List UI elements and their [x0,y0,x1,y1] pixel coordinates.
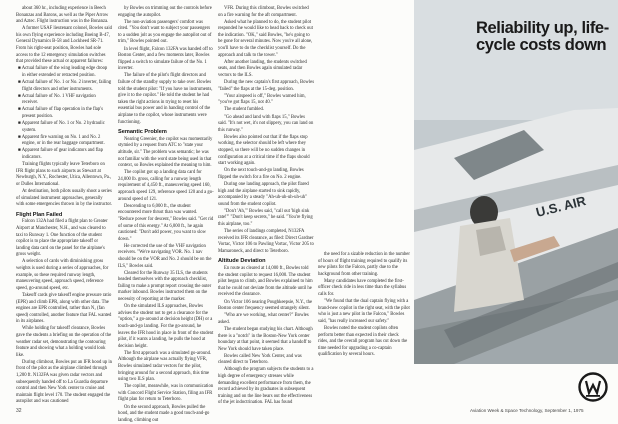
paragraph: Training flights typically leave Teterboro on IFR flight plans to such airports as Stewart at Newburgh, N.Y., Rochester, Utica, Allentown, Pa., or Dulles International. [16,162,112,187]
paragraph: En route as cleared at 14,000 ft., Bowles told the student copilot to request 16,000. The student pilot began to climb, and Bowles explained to him that he could not deviate from the altitude until he received the clearance. [218,266,313,298]
headline: Reliability up, life-cycle costs down [476,19,609,54]
paragraph: On the simulated ILS approaches, Bowles advises the student not to get a clearance for the "option," a go-around at decision height (DH) or a touch-and-go landing. For the go-around, he leaves the IFR hood in place in front of the student pilot, if it wants a landing, he pulls the hood at decision height. [118,304,214,349]
paragraph: ■ Actual failure of No. 1 VHF navigation receiver. [18,93,96,106]
paragraph: He corrected the use of the VHF navigation receivers. "We're navigating VOR. No. 1 nav should be on the VOR and No. 2 should be on the ILS," Bowles said. [118,243,212,269]
text-column-3 [218,6,315,406]
paragraph: Bowles called New York Center, and was cleared direct to Teterboro. [218,353,302,366]
paragraph: Nearing Greenier, the copilot was momentarily stymied by a request from ATC to "state your altitude, sir." The problem was semantic; he was not familiar with the word state being used in that context, so Bowles explained the meaning to him. [118,136,213,169]
paragraph: "Who are we working, what center?" Bowles asked. [218,313,309,325]
paragraph: A selection of cards with diminishing gross weights is used during a series of approaches, for example, so these required runway length, maneuvering speed, approach speed, reference speed, go-around speed, etc. [16,259,109,291]
paragraph: "Your airspeed is off," Bowles warned him, "you've got flaps 15, not 40." [218,93,306,106]
paragraph: VFR. During this climbout, Bowles switched on a fire warning for the aft compartment. [218,6,309,18]
paragraph: During one landing approach, the pilot flared high and the airplane started to sink rapidly, accompanied by a steady "Ah-uh-uh-uh-uh-uh" sound from the student copilot. [218,181,309,207]
paragraph: On the second approach, Bowles pulled the hood, and the student made a good touch-and-go landing, climbing out [118,404,210,423]
text-column-1 [16,6,112,405]
section-heading: Flight Plan Failed [16,211,63,218]
paragraph: ■ Apparent failure of gear indicators and flap indicators. [18,148,103,161]
paragraph: At destination, both pilots usually shoot a series of simulated instrument approaches, generally with some emergencies thrown in by the instructor. [16,189,112,208]
paragraph: On the next touch-and-go landing, Bowles flipped the switch for a fire on No. 2 engine. [218,168,304,180]
section-heading: Semantic Problem [118,129,167,136]
paragraph: "Go ahead and land with flaps 15," Bowles said. "It's not wet, it's not slippery, you can land on this runway." [218,114,314,133]
paragraph: While holding for takeoff clearance, Bowles gave the students a briefing on the operation of the weather radar set, demonstrating the contouring feature and showing what a holding would look like. [16,326,112,358]
paragraph: Bowles noted the student copilots often perform better than expected in their check rides, and the overall program has cut down the time needed for upgrading a co-captain qualification by several hours. [318,326,408,358]
paragraph: "We found that the dual captain flying with a brand-new copilot in the right seat, with the pilot who is just a new pilot in the Falcon," Bowles said, "has really increased our safety." [318,299,410,324]
paragraph: ■ Actual failure of No. 1 or No. 2 inverter, failing flight directors and other instruments. [18,80,112,92]
paragraph: A former USAF lieutenant colonel, Bowles said his own flying experience including Boeing B-47, General Dynamics B-58 and Lockheed SR-71. From his right-seat position, Bowles had sole access to the 12 emergency simulation switches that provided these actual or apparent failures: [16,26,112,65]
paragraph: "Don't 'Ah,'" Bowles said, "call out 'high sink rate!'" "Don't keep secrets," he said. "You're flying this airplane, too." [218,208,313,227]
paragraph: During climbout, Bowles put an IFR hood up in front of the pilot as the airplane climbed through 1,200 ft. N132FA was given radar vectors and subsequently handed off to La Guardia departure control and then New York center to cruise and maintain flight level 170. The student engaged the autopilot and was cautioned [16,359,112,405]
paragraph: The first approach was a simulated go-around. Although the airplane was actually flying VFR, Bowles simulated radar vectors for the pilot, bringing around for a second approach, this time using two ILS plan. [118,350,212,383]
aircraft-illustration [414,0,618,364]
paragraph: Asked what he planned to do, the student pilot responded he would like to head back to check out the indication. "OK," said Bowles, "he's going to be gone for several minutes. Now you're all alone, you'll have to do the checklist yourself. Do the approach and talk to the tower." [218,19,313,58]
paragraph: Bowles also pointed out that if the flaps stop working, the selector should be left where they stopped, so there will be no sudden changes in configuration at a critical time if the flaps should start working again. [218,134,310,167]
publication-line: Aviation Week & Space Technology, September 1, 1975 [470,408,584,413]
paragraph: Falcon 132A had filed a flight plan to Greater Airport at Manchester, N.H., and was cleared to taxi to Runway 1. One function of the student copilot is to place the appropriate takeoff or landing data card on the panel for the airplane's gross weight. [16,219,108,258]
paragraph: On Victor 106 nearing Poughkeepsie, N.Y., the Boston center frequency seemed strangely silent. [218,299,313,312]
paragraph: the need for a sizable reduction in the number of hours of flight training required to qualify its new pilots for the Falcon, partly due to the background from other training. [318,252,410,277]
paragraph: The non-aviation passengers' comfort was cited. "You don't want to subject your passengers to a sudden jolt as you engage the autopilot out of trim," Bowles pointed out. [118,19,212,45]
paragraph: Although the program subjects the students to a high degree of emergency stresses while demanding excellent performance from them, the record achieved by its graduates in subsequent training and on the line bears out the effectiveness of the jet indoctrination. FAL has found [218,367,314,406]
westinghouse-logo [578,372,608,402]
text-column-4 [318,252,410,398]
paragraph: The student began studying his chart. Although there is a "notch" in the Boston-New York center boundary at that point, it seemed that a handoff to New York should have taken place. [218,326,313,352]
paragraph: by Bowles on trimming out the controls before engaging the autopilot. [118,6,212,18]
paragraph: The series of landings completed, N132FA received its IFR clearance, as filed: Direct Gardner Vortac, Victor 106 to Pawling Vortac, Victor 205 to Mamaroneck, and direct to Teterboro. [218,229,314,254]
paragraph: Many candidates have completed the first-officer check ride in less time than the syllabus calls for. [318,278,407,298]
section-heading: Altitude Deviation [218,258,266,265]
page-number: 32 [16,408,22,414]
paragraph: Descending to 6,000 ft., the student encountered more thrust than was wanted. "Reduce power for descent," Bowles said. "Get rid of some of this energy." At 6,000 ft., he again cautioned: "Don't add power, you want to slow down." [118,203,214,242]
paragraph: In level flight, Falcon 132FA was handed off to Boston Center, and a few moments later, Bowles flipped a switch to simulate failure of the No. 1 inverter. [118,46,213,72]
paragraph: The copilot got up a landing data card for 24,000 lb. gross, calling for a runway length requirement of 4,450 ft., maneuvering speed 160, approach speed 129, reference speed 120 and a go-around speed of 121. [118,170,214,202]
paragraph: The student fumbled. [224,107,264,113]
paragraph: After another landing, the students switched seats, and then Bowles again simulated radar vectors to the ILS. [218,59,307,78]
paragraph: Takeoff cards give takeoff engine pressure ratio (EPR) and climb EPR, along with other data. The engines are EPR controlled, rather than N₁ (fan speed) controlled, another feature that FAL wanted in its airplanes. [16,292,112,325]
paragraph: about 360 hr., including experience in Beech Bonanzas and Barons, as well as the Piper Arrow and Aztec. Flight instruction was in the Bonanza. [16,6,109,25]
paragraph: Cleared for the Runway 35 ILS, the students headed themselves with the approach checklist, failing to make a prompt report crossing the outer marker inbound. Bowles instructed them on the necessity of reporting at the marker. [118,270,212,303]
paragraph: ■ Actual failure of the wing leading edge droop in either extended or retracted position. [18,66,108,78]
text-column-2 [118,6,214,423]
svg-text:U.S. AIR: U.S. AIR [534,193,588,220]
aircraft-photo [414,0,618,364]
paragraph: ■ Apparent failure of No. 1 or No. 2 hydraulic system. [18,121,105,133]
paragraph: The failure of the pilot's flight directors and failure of the standby supply to take over. Bowles told the student pilot: "If you have no instruments, give it to the copilot." He told the student he had taken the right actions in trying to reset his essential bus power and in handing control of the airplane to the copilot, whose instruments were functioning. [118,73,213,125]
paragraph: The copilot, meanwhile, was in communication with Concord Flight Service Station, filing an IFR flight plan for return to Teterboro. [118,384,214,403]
paragraph: ■ Apparent fire warning on No. 1 and No. 2 engine, or in the rear baggage compartment. [18,134,105,147]
paragraph: During the new captain's first approach, Bowles "failed" the flaps at the 15-deg. position. [218,80,315,92]
paragraph: ■ Actual failure of flap operation in the flap's present position. [18,107,103,119]
